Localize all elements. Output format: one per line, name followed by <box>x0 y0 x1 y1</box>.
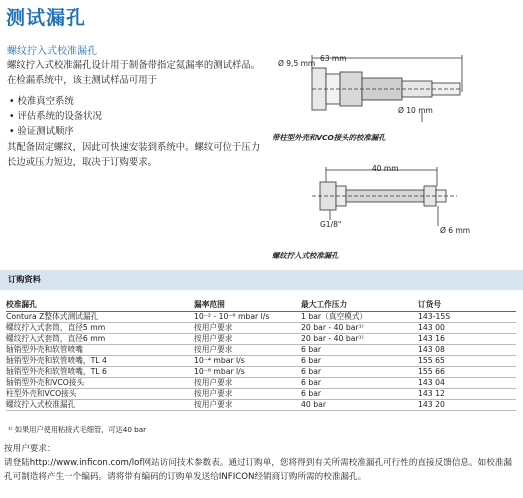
list-item: • 验证测试顺序 <box>9 126 74 137</box>
section-subtitle: 螺纹拧入式校准漏孔 <box>7 46 97 57</box>
table-row <box>6 323 516 334</box>
dim-length: 63 mm <box>320 54 347 63</box>
table-cell: 轴销型外壳和VCO接头 <box>6 378 194 389</box>
contact-label: 按用户要求： <box>4 444 56 454</box>
table-cell: 143 00 <box>418 323 516 334</box>
table-cell: 螺纹拧入式套筒，直径6 mm <box>6 334 194 345</box>
intro-paragraph: 螺纹拧入式校准漏孔设计用于制备带指定氦漏率的测试样品。在检漏系统中，该主测试样品可用于 <box>7 60 261 86</box>
table-row <box>6 367 516 378</box>
dim-diameter: Ø 6 mm <box>440 226 471 235</box>
figure-caption: 带柱型外壳和VCO接头的校准漏孔 <box>272 133 386 142</box>
table-cell: 20 bar - 40 bar¹⁾ <box>301 323 418 334</box>
column-header: 校准漏孔 <box>6 298 194 312</box>
table-cell: 6 bar <box>301 367 418 378</box>
order-section-bar <box>0 270 523 290</box>
column-header: 漏率范围 <box>194 298 301 312</box>
table-cell: 143 12 <box>418 389 516 400</box>
table-cell: 按用户要求 <box>194 389 301 400</box>
dim-diameter-left: Ø 9,5 mm <box>278 59 316 68</box>
table-cell: 6 bar <box>301 345 418 356</box>
contact-paragraph: 请登陆http://www.inficon.com/lof网站访问技术参数表。通过订购单，您将得到有关所需校准漏孔可行性的直接反馈信息。如校准漏孔可制造将产生一个编码。请将带有编码的订购单发送给INFICON经销商订购所需的校准漏孔。 <box>4 458 512 482</box>
table-cell: 螺纹拧入式校准漏孔 <box>6 400 194 411</box>
table-cell: 按用户要求 <box>194 334 301 345</box>
table-cell: 143 08 <box>418 345 516 356</box>
table-cell: 6 bar <box>301 389 418 400</box>
dim-thread: G1/8" <box>320 220 342 229</box>
table-cell: 10⁻² - 10⁻⁶ mbar l/s <box>194 312 301 323</box>
table-cell: 按用户要求 <box>194 378 301 389</box>
list-item: • 评估系统的设备状况 <box>9 111 102 122</box>
table-cell: 轴销型外壳和软管喷嘴，TL 6 <box>6 367 194 378</box>
order-table <box>6 298 516 411</box>
table-cell: 10⁻⁴ mbar l/s <box>194 356 301 367</box>
column-header: 最大工作压力 <box>301 298 418 312</box>
table-cell: 螺纹拧入式套筒，直径5 mm <box>6 323 194 334</box>
table-header-row <box>6 298 516 312</box>
table-cell: 按用户要求 <box>194 323 301 334</box>
table-cell: 轴销型外壳和软管喷嘴 <box>6 345 194 356</box>
table-row <box>6 378 516 389</box>
table-row <box>6 345 516 356</box>
table-row <box>6 356 516 367</box>
table-row <box>6 334 516 345</box>
table-row <box>6 400 516 411</box>
table-cell: 按用户要求 <box>194 345 301 356</box>
table-cell: 6 bar <box>301 378 418 389</box>
column-header: 订货号 <box>418 298 516 312</box>
table-cell: 轴销型外壳和软管喷嘴，TL 4 <box>6 356 194 367</box>
table-cell: 按用户要求 <box>194 400 301 411</box>
dim-length: 40 mm <box>372 164 399 173</box>
table-row <box>6 389 516 400</box>
table-row <box>6 312 516 323</box>
table-cell: 155 66 <box>418 367 516 378</box>
footnote: ¹⁾ 如果用户使用粘接式毛细管，可达40 bar <box>8 425 147 434</box>
mounting-paragraph: 其配备固定螺纹，因此可快速安装到系统中。螺纹可位于压力长边或压力短边，取决于订购要求。 <box>7 142 261 168</box>
table-cell: 40 bar <box>301 400 418 411</box>
table-cell: 143 04 <box>418 378 516 389</box>
table-cell: 1 bar（真空模式） <box>301 312 418 323</box>
page-title: 测试漏孔 <box>6 7 87 29</box>
table-cell: 柱型外壳和VCO接头 <box>6 389 194 400</box>
dim-diameter-bottom: Ø 10 mm <box>398 106 433 115</box>
table-cell: 6 bar <box>301 356 418 367</box>
order-heading: 订购资料 <box>8 274 41 284</box>
table-cell: 10⁻⁶ mbar l/s <box>194 367 301 378</box>
table-cell: 155 65 <box>418 356 516 367</box>
feature-list <box>9 94 102 139</box>
table-cell: 20 bar - 40 bar¹⁾ <box>301 334 418 345</box>
figure-caption: 螺纹拧入式校准漏孔 <box>272 251 339 260</box>
table-cell: Contura Z整体式测试漏孔 <box>6 312 194 323</box>
table-cell: 143 20 <box>418 400 516 411</box>
list-item: • 校准真空系统 <box>9 96 74 107</box>
table-cell: 143-15S <box>418 312 516 323</box>
table-cell: 143 16 <box>418 334 516 345</box>
